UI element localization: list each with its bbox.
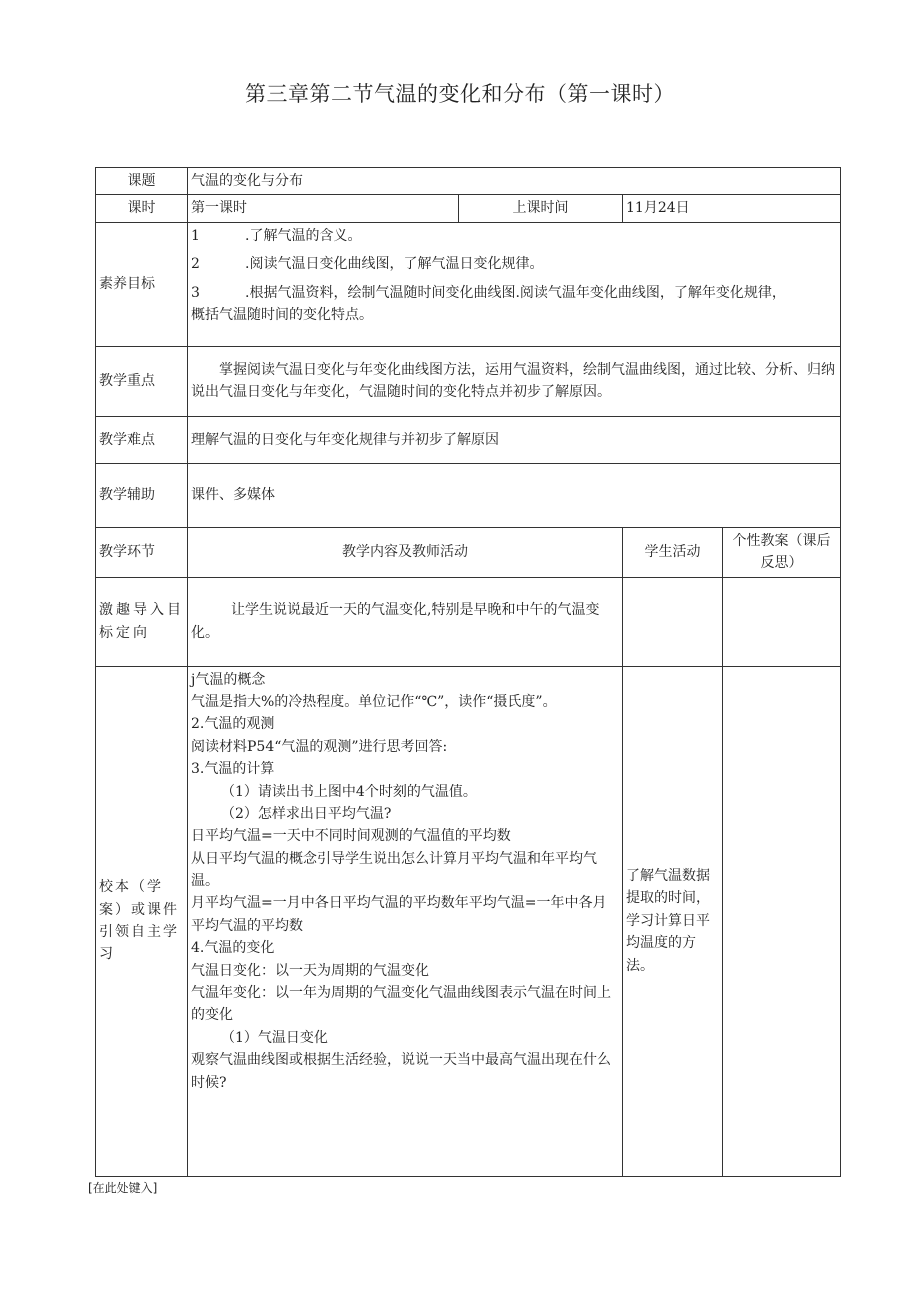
- topic-value: 气温的变化与分布: [188, 168, 841, 195]
- aids-text: 课件、多媒体: [188, 463, 841, 527]
- difficulty-text: 理解气温的日变化与年变化规律与并初步了解原因: [188, 416, 841, 463]
- content-line: 气温年变化：以一年为周期的气温变化气温曲线图表示气温在时间上的变化: [191, 985, 611, 1024]
- page-title: 第三章第二节气温的变化和分布（第一课时）: [245, 82, 675, 106]
- key-point-label: 教学重点: [96, 346, 188, 416]
- intro-reflection: [723, 577, 841, 666]
- goals-content: [188, 222, 841, 346]
- intro-row: [96, 577, 841, 666]
- difficulty-label: 教学难点: [96, 416, 188, 463]
- main-student: 了解气温数据提取的时间，学习计算日平均温度的方法。: [623, 666, 723, 1176]
- time-label: 上课时间: [459, 195, 623, 222]
- content-line: j气温的概念: [191, 671, 266, 688]
- header-stage: 教学环节: [96, 527, 188, 577]
- content-line: （2）怎样求出日平均气温?: [221, 805, 392, 822]
- main-row: [96, 666, 841, 1176]
- main-stage: 校本（学案）或课件引领自主学习: [96, 666, 188, 1176]
- intro-content: 让学生说说最近一天的气温变化,特别是早晚和中午的气温变化。: [188, 577, 623, 666]
- content-line: 观察气温曲线图或根据生活经验，说说一天当中最高气温出现在什么时候?: [191, 1052, 611, 1091]
- main-reflection: [723, 666, 841, 1176]
- period-label: 课时: [96, 195, 188, 222]
- intro-stage: 激趣导入目标定向: [96, 577, 188, 666]
- header-reflection: 个性教案（课后反思）: [723, 527, 841, 577]
- goals-row: [96, 222, 841, 346]
- content-line: 2.气温的观测: [191, 716, 275, 733]
- main-content: [188, 666, 623, 1176]
- content-line: 气温是指大%的冷热程度。单位记作“℃”，读作“摄氏度”。: [191, 693, 557, 710]
- column-header-row: [96, 527, 841, 577]
- topic-label: 课题: [96, 168, 188, 195]
- content-line: 日平均气温=一天中不同时间观测的气温值的平均数: [191, 828, 511, 845]
- footer-placeholder[interactable]: [在此处键入]: [88, 1181, 158, 1195]
- header-student: 学生活动: [623, 527, 723, 577]
- content-line: （1）请读出书上图中4个时刻的气温值。: [221, 783, 477, 800]
- goal-item: 3 .根据气温资料，绘制气温随时间变化曲线图.阅读气温年变化曲线图，了解年变化规律，: [191, 284, 786, 301]
- goal-item: 1 .了解气温的含义。: [191, 227, 362, 244]
- time-value: 11月24日: [623, 195, 841, 222]
- aids-row: [96, 463, 841, 527]
- content-line: 气温日变化：以一天为周期的气温变化: [191, 962, 429, 979]
- content-line: （1）气温日变化: [221, 1029, 328, 1046]
- header-content: 教学内容及教师活动: [188, 527, 623, 577]
- goals-label: 素养目标: [96, 222, 188, 346]
- content-line: 月平均气温=一月中各日平均气温的平均数年平均气温=一年中各月平均气温的平均数: [191, 895, 607, 934]
- key-point-text: 掌握阅读气温日变化与年变化曲线图方法，运用气温资料，绘制气温曲线图，通过比较、分析、归纳说出气温日变化与年变化，气温随时间的变化特点并初步了解原因。: [188, 346, 841, 416]
- goal-item: 2 .阅读气温日变化曲线图，了解气温日变化规律。: [191, 256, 544, 273]
- lesson-plan-table: [95, 167, 841, 1177]
- period-row: [96, 195, 841, 222]
- difficulty-row: [96, 416, 841, 463]
- content-line: 3.气温的计算: [191, 761, 275, 778]
- period-value: 第一课时: [188, 195, 459, 222]
- content-line: 阅读材料P54“气温的观测”进行思考回答:: [191, 738, 448, 755]
- topic-row: [96, 168, 841, 195]
- intro-student: [623, 577, 723, 666]
- content-line: 4.气温的变化: [191, 940, 275, 957]
- key-point-row: [96, 346, 841, 416]
- aids-label: 教学辅助: [96, 463, 188, 527]
- goal-item-continuation: 概括气温随时间的变化特点。: [191, 306, 373, 323]
- content-line: 从日平均气温的概念引导学生说出怎么计算月平均气温和年平均气温。: [191, 850, 597, 890]
